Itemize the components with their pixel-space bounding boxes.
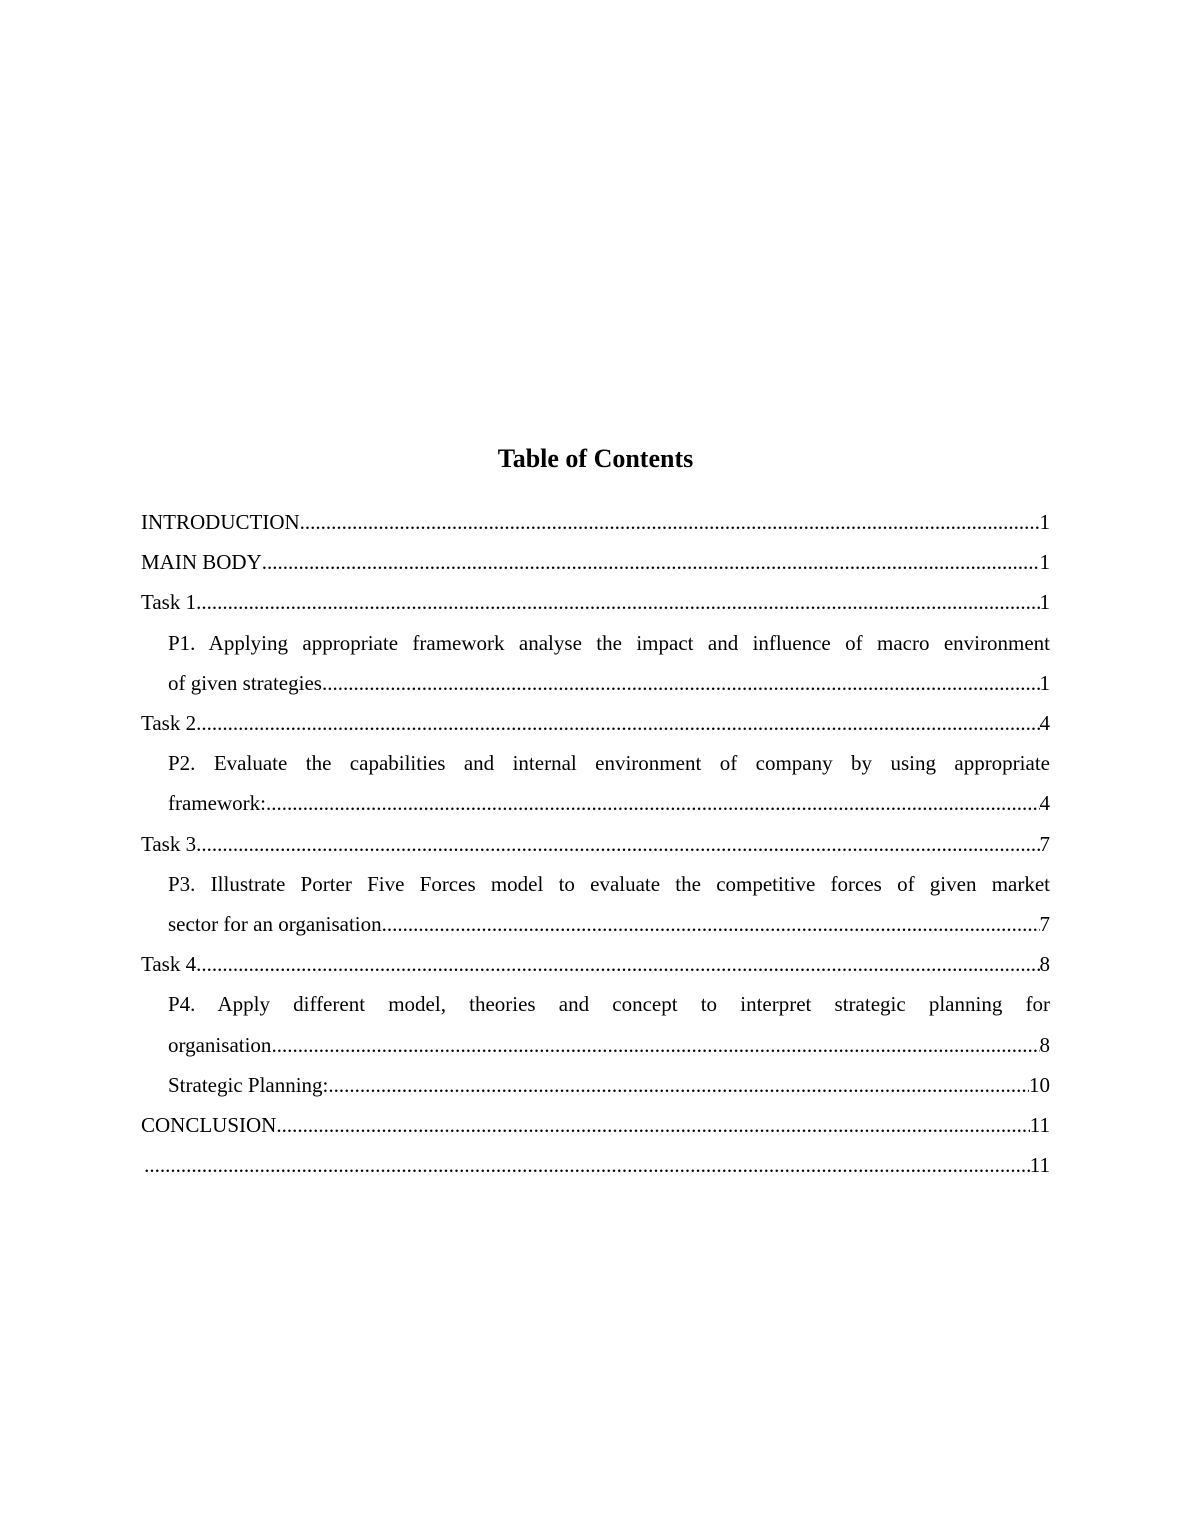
toc-page-number: 1: [1039, 510, 1050, 534]
dot-leader: [382, 904, 1040, 944]
toc-entry-label-line-2: organisation: [168, 1032, 272, 1057]
toc-entry-label: Task 4: [141, 952, 197, 977]
toc-entry-p2[interactable]: [141, 743, 1050, 823]
toc-entry-label: Task 1: [141, 590, 197, 615]
toc-page-number: 1: [1039, 670, 1050, 695]
toc-entry-task-1[interactable]: [141, 582, 1050, 622]
toc-entry-label-line-1: P2. Evaluate the capabilities and internal environment of company by using appropriate: [168, 751, 1050, 776]
dot-leader: [196, 582, 1039, 622]
toc-list: [141, 502, 1050, 1185]
toc-entry-label: Task 3: [141, 831, 197, 856]
toc-entry-untitled[interactable]: [141, 1145, 1050, 1185]
toc-entry-task-4[interactable]: [141, 944, 1050, 984]
toc-entry-label-line-1: P4. Apply different model, theories and concept to interpret strategic planning for: [168, 992, 1050, 1017]
toc-page-number: 1: [1039, 590, 1050, 615]
toc-page-number: 1: [1039, 550, 1050, 575]
toc-entry-label-line-1: P1. Applying appropriate framework analyse the impact and influence of macro environment: [168, 630, 1050, 655]
toc-entry-label: CONCLUSION: [141, 1113, 277, 1138]
toc-page-number: 7: [1039, 912, 1050, 937]
dot-leader: [144, 1145, 1030, 1185]
dot-leader: [271, 1025, 1039, 1065]
dot-leader: [196, 703, 1039, 743]
toc-page-number: 11: [1029, 1153, 1050, 1178]
toc-page-number: 8: [1039, 1032, 1050, 1057]
toc-entry-label: INTRODUCTION: [141, 510, 300, 534]
toc-entry-conclusion[interactable]: [141, 1105, 1050, 1145]
toc-entry-p4[interactable]: [141, 984, 1050, 1064]
dot-leader: [300, 502, 1040, 542]
toc-entry-p3[interactable]: [141, 864, 1050, 944]
toc-entry-label-line-2: sector for an organisation: [168, 912, 382, 937]
dot-leader: [262, 542, 1040, 582]
toc-entry-label: Task 2: [141, 711, 197, 736]
toc-page-number: 11: [1029, 1113, 1050, 1138]
dot-leader: [276, 1105, 1029, 1145]
table-of-contents: [141, 440, 1050, 1185]
toc-page-number: 4: [1039, 791, 1050, 816]
toc-entry-strategic-planning[interactable]: [141, 1065, 1050, 1105]
toc-entry-introduction[interactable]: [141, 502, 1050, 542]
dot-leader: [196, 944, 1039, 984]
toc-entry-task-3[interactable]: [141, 824, 1050, 864]
toc-entry-task-2[interactable]: [141, 703, 1050, 743]
dot-leader: [327, 663, 1039, 703]
toc-page-number: 7: [1039, 831, 1050, 856]
toc-page-number: 8: [1039, 952, 1050, 977]
toc-entry-label-line-1: P3. Illustrate Porter Five Forces model to evaluate the competitive forces of given market: [168, 871, 1050, 896]
toc-entry-p1[interactable]: [141, 623, 1050, 703]
toc-page-number: 10: [1029, 1072, 1050, 1097]
toc-entry-label: MAIN BODY: [141, 550, 262, 575]
dot-leader: [266, 783, 1040, 823]
dot-leader: [196, 824, 1039, 864]
toc-entry-label-line-2: of given strategies.: [168, 670, 328, 695]
toc-entry-label: Strategic Planning:: [168, 1072, 329, 1097]
toc-entry-label-line-2: framework:: [168, 791, 266, 816]
toc-page-number: 4: [1039, 711, 1050, 736]
dot-leader: [328, 1065, 1029, 1105]
toc-entry-main-body[interactable]: [141, 542, 1050, 582]
toc-title: Table of Contents: [497, 444, 694, 473]
